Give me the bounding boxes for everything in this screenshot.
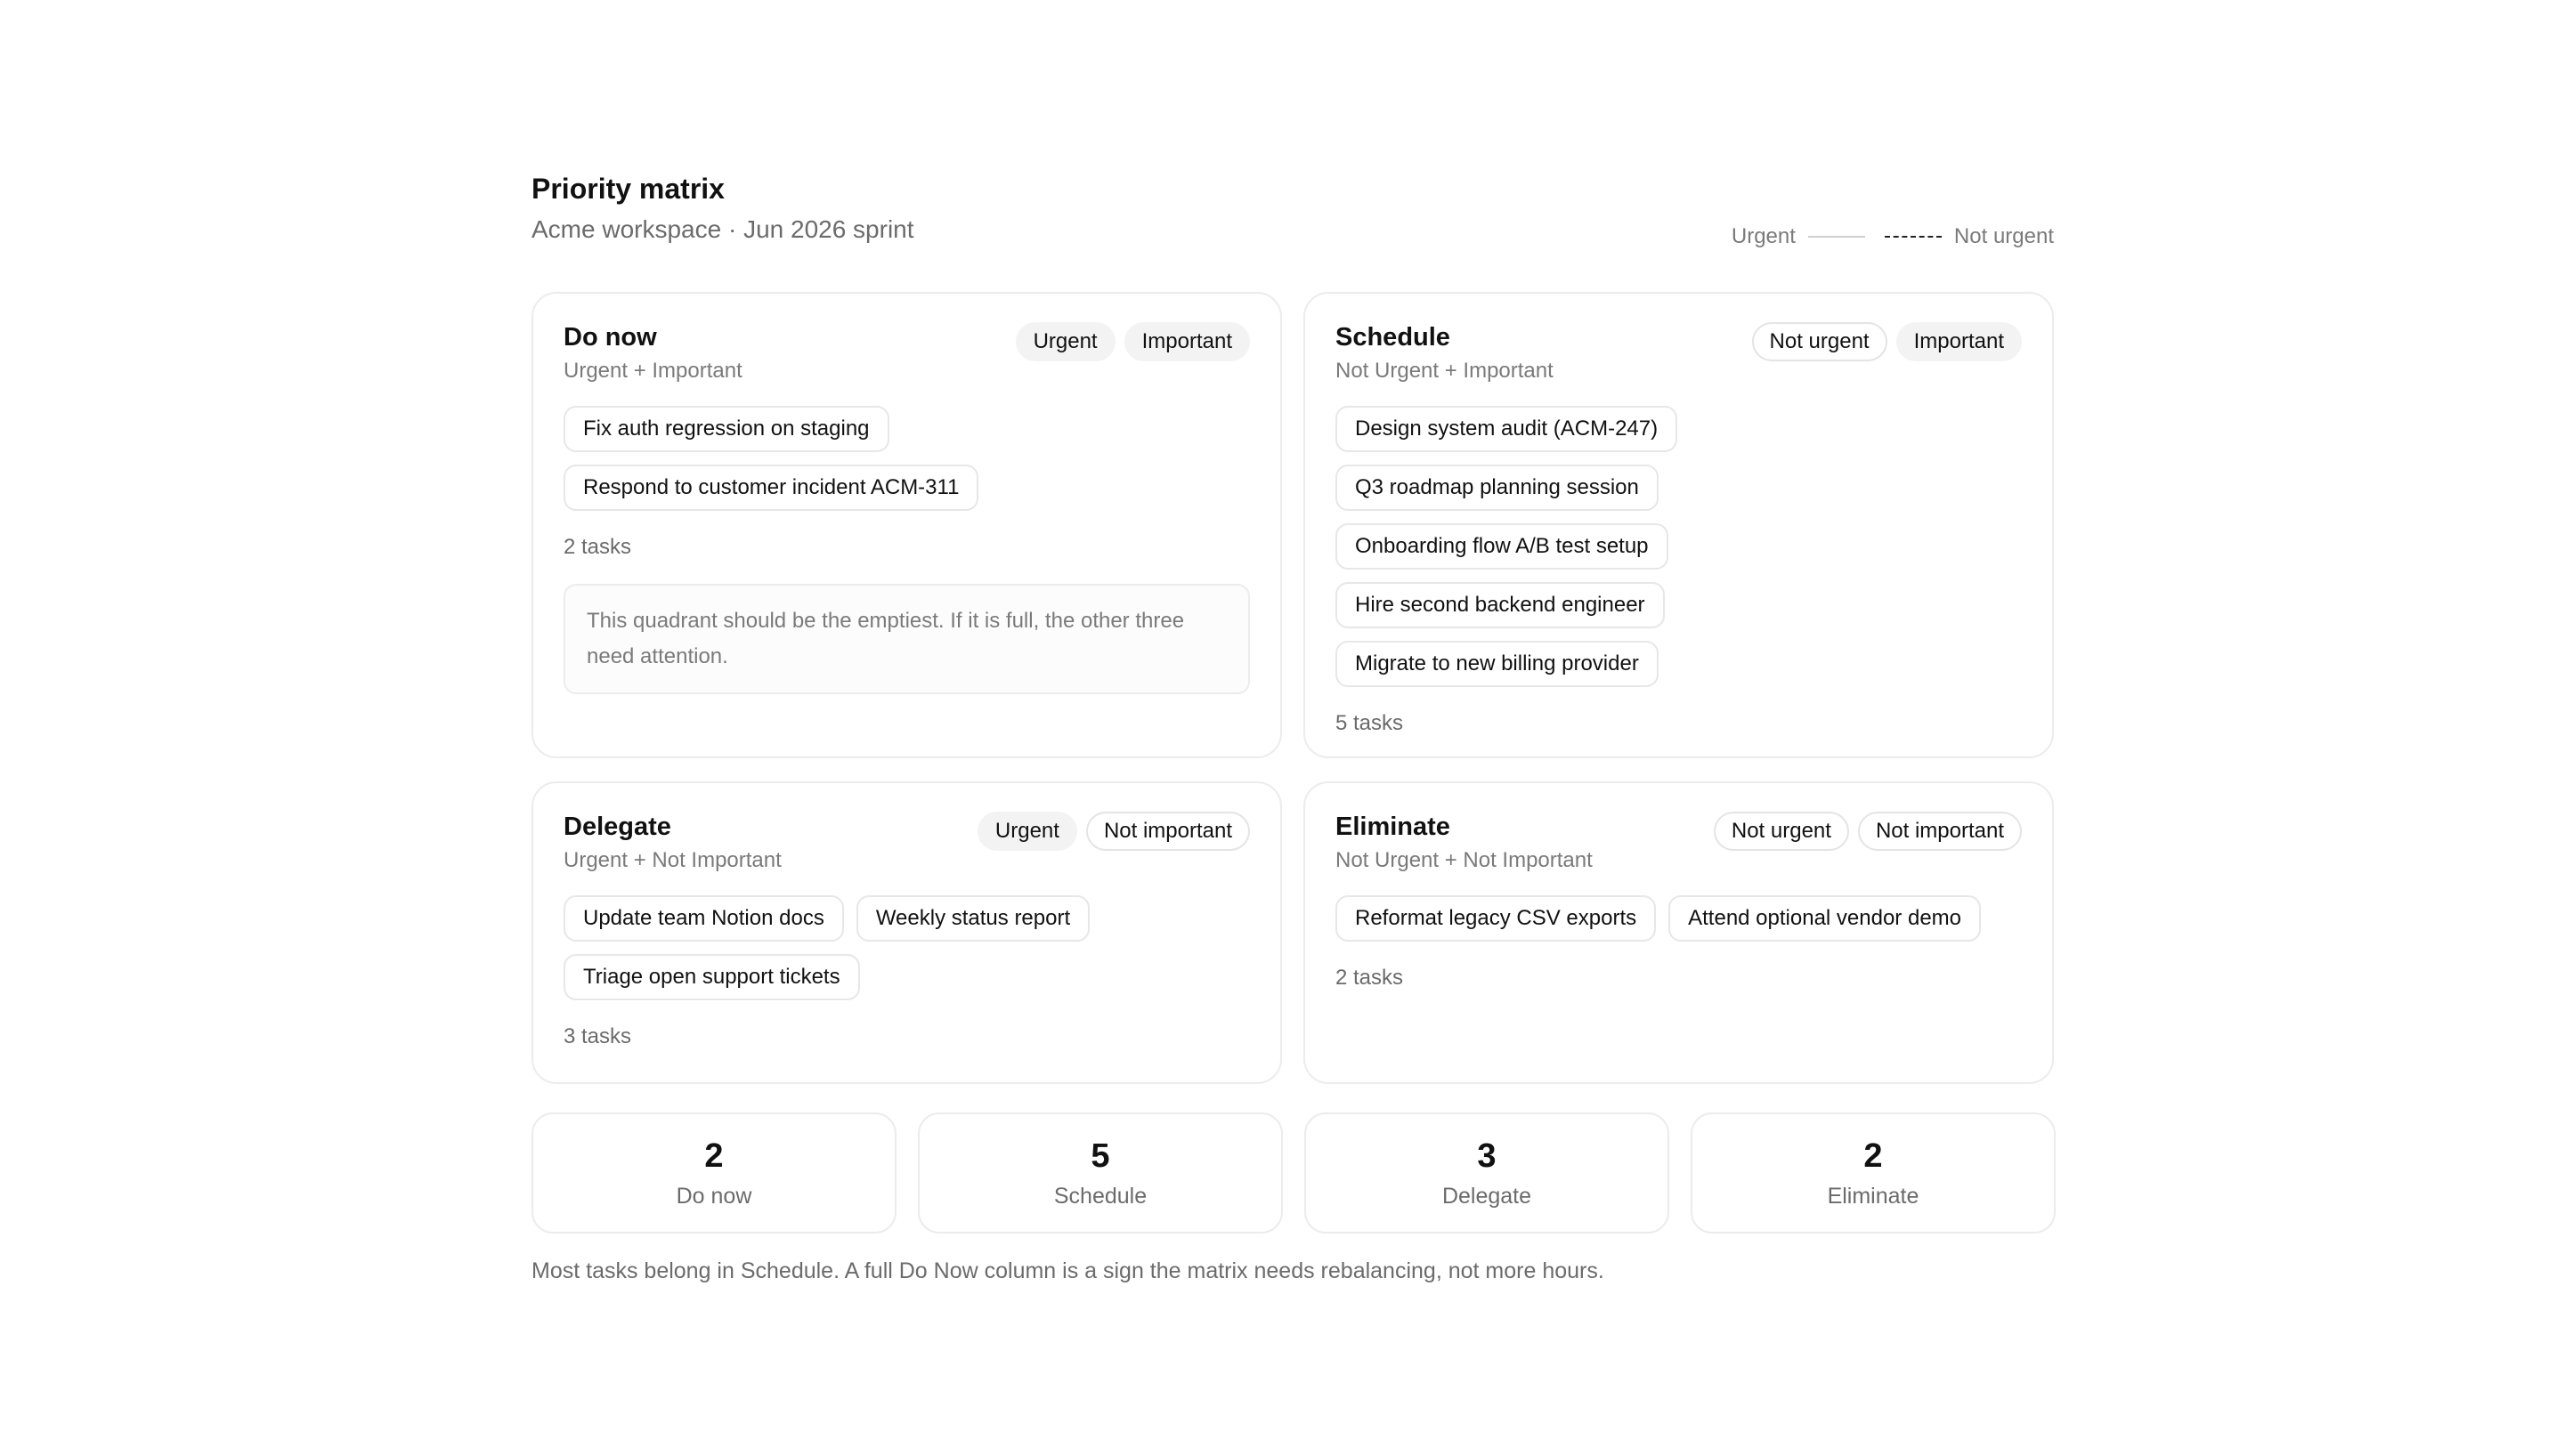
task-chip[interactable]: Respond to customer incident ACM-311 [564,465,978,511]
legend-solid-line [1808,236,1865,238]
stat-label: Do now [676,1184,752,1209]
task-count: 5 tasks [1335,711,1404,735]
legend-urgent-label: Urgent [1731,224,1796,248]
task-chip[interactable]: Q3 roadmap planning session [1335,465,1659,511]
task-chip[interactable]: Fix auth regression on staging [564,406,889,452]
task-chip[interactable]: Hire second backend engineer [1335,582,1665,628]
task-chip[interactable]: Weekly status report [856,895,1090,942]
task-list [1335,406,2022,687]
task-chip[interactable]: Attend optional vendor demo [1668,895,1981,942]
stat-label: Eliminate [1827,1184,1919,1209]
quadrant-grid [531,292,2054,1084]
stat-value: 2 [704,1137,724,1175]
task-chip[interactable]: Reformat legacy CSV exports [1335,895,1656,942]
task-chip[interactable]: Design system audit (ACM-247) [1335,406,1677,452]
quadrant-subtitle: Not Urgent + Important [1335,359,1554,383]
stat-card-do-now [531,1112,897,1234]
quadrant-delegate [531,781,1282,1084]
task-count: 2 tasks [1335,966,1404,990]
stat-label: Schedule [1053,1184,1148,1209]
axis-legend [1732,224,2054,249]
legend-dashed-line [1885,236,1942,238]
tag-not-important: Not important [1086,812,1250,851]
task-list [564,406,1250,511]
quadrant-title: Do now [564,323,657,352]
tag-important: Important [1124,322,1250,361]
stat-value: 2 [1863,1137,1883,1175]
quadrant-do-now [531,292,1282,758]
quadrant-schedule [1303,292,2054,758]
quadrant-subtitle: Urgent + Not Important [564,848,782,872]
legend-not-urgent-label: Not urgent [1953,224,2054,248]
task-list [564,895,1250,1000]
quadrant-title: Eliminate [1335,813,1450,841]
task-chip[interactable]: Update team Notion docs [564,895,844,942]
task-count: 2 tasks [564,535,632,559]
tag-important: Important [1896,322,2022,361]
quadrant-title: Delegate [564,813,671,841]
task-chip[interactable]: Onboarding flow A/B test setup [1335,523,1668,570]
stat-card-schedule [918,1112,1283,1234]
stat-value: 5 [1091,1137,1110,1175]
page-title: Priority matrix [531,173,725,205]
task-chip[interactable]: Migrate to new billing provider [1335,641,1659,687]
stat-card-eliminate [1691,1112,2056,1234]
stat-value: 3 [1477,1137,1497,1175]
tag-not-important: Not important [1858,812,2022,851]
priority-matrix-page [531,171,2054,1285]
page-subtitle: Acme workspace · Jun 2026 sprint [531,215,914,243]
page-header [531,171,2054,278]
quadrant-note: This quadrant should be the emptiest. If it is full, the other three need attention. [564,584,1250,694]
stat-card-delegate [1304,1112,1669,1234]
quadrant-subtitle: Urgent + Important [564,359,742,383]
quadrant-subtitle: Not Urgent + Not Important [1335,848,1593,872]
tag-not-urgent: Not urgent [1714,812,1849,851]
stat-label: Delegate [1441,1184,1532,1209]
tag-urgent: Urgent [1016,322,1116,361]
task-list [1335,895,2022,942]
task-count: 3 tasks [564,1024,632,1048]
quadrant-eliminate [1303,781,2054,1084]
summary-stats [531,1112,2054,1234]
footer-note: Most tasks belong in Schedule. A full Do Now column is a sign the matrix needs rebalancing, not more hours. [531,1258,1604,1283]
task-chip[interactable]: Triage open support tickets [564,954,860,1000]
tag-not-urgent: Not urgent [1752,322,1887,361]
quadrant-title: Schedule [1335,323,1450,352]
tag-urgent: Urgent [978,812,1077,851]
